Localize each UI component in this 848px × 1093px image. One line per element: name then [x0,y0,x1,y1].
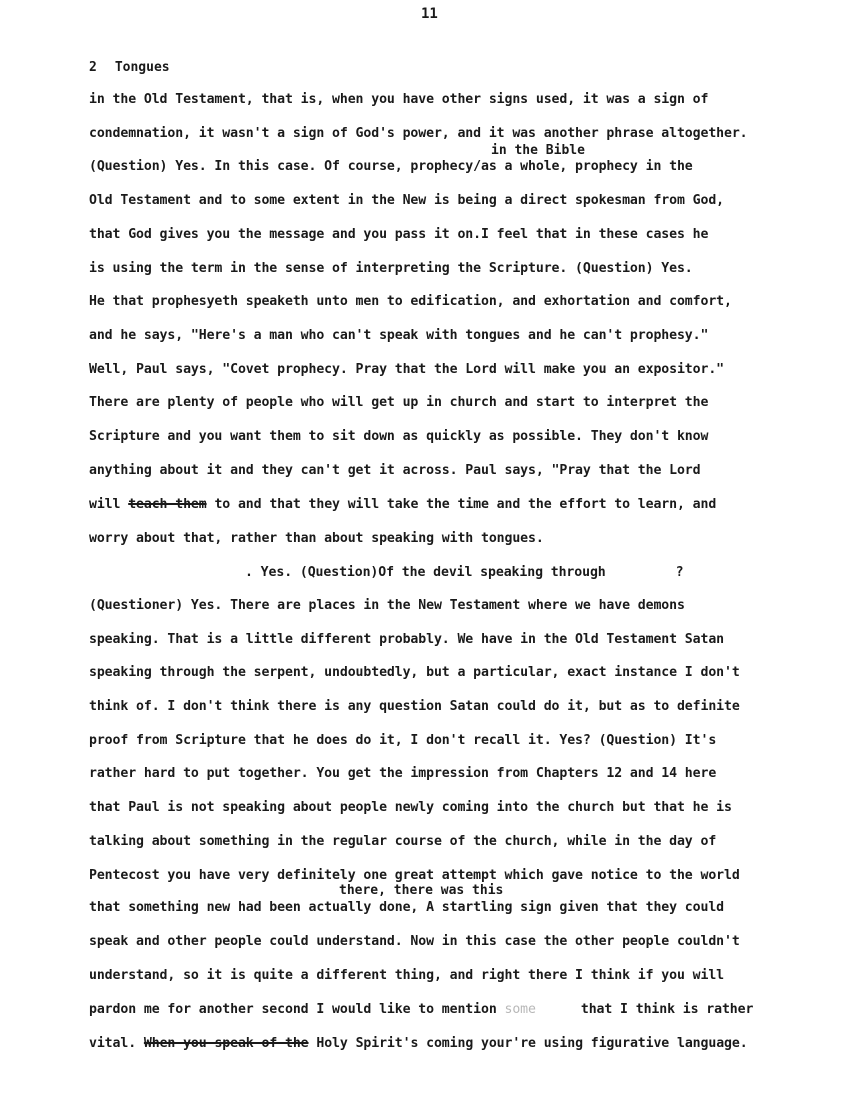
text-line-3: (Question) Yes. In this case. Of course, prophecy/as a whole, prophecy in the [89,159,693,174]
line-29-before: vital. [89,1036,144,1051]
text-line-25: that something new had been actually done, A startling sign given that they could [89,900,725,915]
insertion-there-was-this: there, there was this [339,883,504,898]
text-line-11: Scripture and you want them to sit down as quickly as possible. They don't know [89,429,709,444]
text-line-16: (Questioner) Yes. There are places in the New Testament where we have demons [89,598,685,613]
text-line-18: speaking through the serpent, undoubtedly, but a particular, exact instance I don't [89,665,740,680]
text-line-20: proof from Scripture that he does do it, I don't recall it. Yes? (Question) It's [89,733,717,748]
text-line-12: anything about it and they can't get it across. Paul says, "Pray that the Lord [89,463,701,478]
text-line-10: There are plenty of people who will get up in church and start to interpret the [89,395,709,410]
line-13-after: to and that they will take the time and the effort to learn, and [206,497,717,512]
text-line-29 [89,1036,748,1051]
text-line-15 [245,565,683,580]
text-line-9: Well, Paul says, "Covet prophecy. Pray that the Lord will make you an expositor." [89,362,725,377]
question-mark: ? [675,565,684,580]
section-title: Tongues [114,60,170,75]
text-line-4: Old Testament and to some extent in the New is being a direct spokesman from God, [89,193,725,208]
line-29-after: Holy Spirit's coming your're using figurative language. [308,1036,748,1051]
text-line-2: condemnation, it wasn't a sign of God's power, and it was another phrase altogether. [89,126,748,141]
text-line-14: worry about that, rather than about speaking with tongues. [89,531,544,546]
section-heading [89,60,170,75]
text-line-7: He that prophesyeth speaketh unto men to edification, and exhortation and comfort, [89,294,732,309]
text-line-1: in the Old Testament, that is, when you have other signs used, it was a sign of [89,92,709,107]
insertion-in-the-bible: in the Bible [491,143,585,158]
line-13-before: will [89,497,129,512]
faint-text: some [504,1002,536,1017]
text-line-13 [89,497,716,512]
line-28-after: that I think is rather [580,1002,754,1017]
line-28-before: pardon me for another second I would like to mention [89,1002,505,1017]
text-line-24: Pentecost you have very definitely one great attempt which gave notice to the world [89,868,740,883]
struck-text: teach them [128,497,207,512]
page-number: 11 [421,6,438,22]
text-line-8: and he says, "Here's a man who can't speak with tongues and he can't prophesy." [89,328,709,343]
struck-text-2: When you speak of the [143,1036,309,1051]
text-line-21: rather hard to put together. You get the impression from Chapters 12 and 14 here [89,766,717,781]
text-line-28 [89,1002,753,1017]
text-line-17: speaking. That is a little different probably. We have in the Old Testament Satan [89,632,725,647]
text-line-5: that God gives you the message and you pass it on.I feel that in these cases he [89,227,709,242]
text-line-23: talking about something in the regular course of the church, while in the day of [89,834,717,849]
text-line-27: understand, so it is quite a different thing, and right there I think if you will [89,968,725,983]
text-line-22: that Paul is not speaking about people newly coming into the church but that he is [89,800,732,815]
section-number: 2 [89,60,97,75]
text-line-19: think of. I don't think there is any question Satan could do it, but as to definite [89,699,740,714]
text-line-6: is using the term in the sense of interpreting the Scripture. (Question) Yes. [89,261,693,276]
line-15-text: . Yes. (Question)Of the devil speaking through [245,565,606,580]
text-line-26: speak and other people could understand. Now in this case the other people couldn't [89,934,740,949]
